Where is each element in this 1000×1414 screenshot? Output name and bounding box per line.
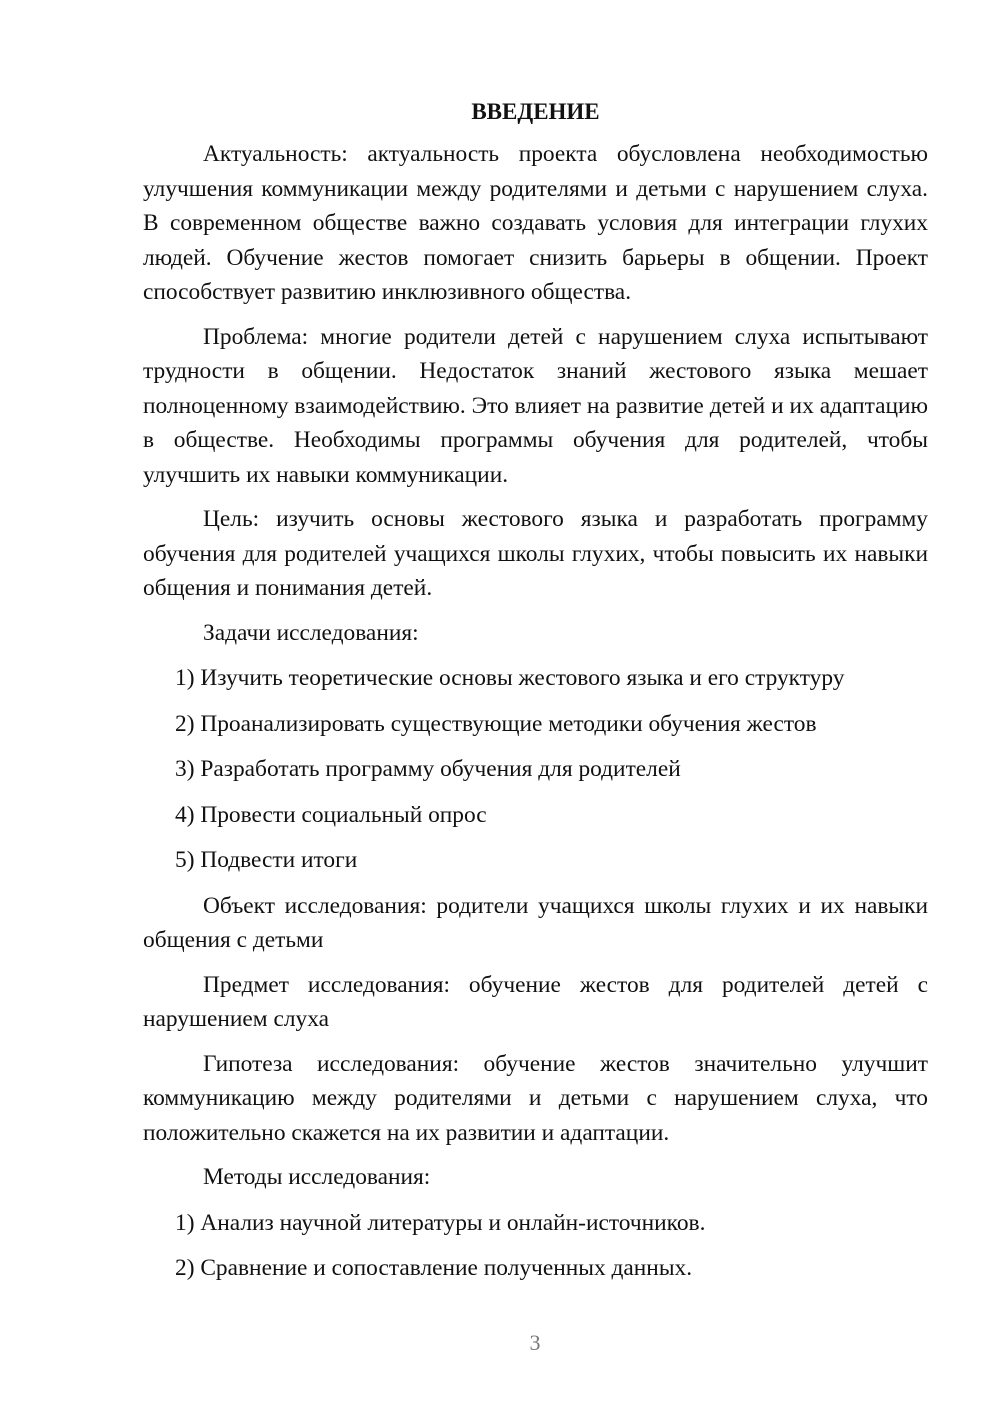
- goal-paragraph: Цель: изучить основы жестового языка и разработать программу обучения для родителей учащихся школы глухих, чтобы повысить их навыки общения и понимания детей.: [143, 506, 928, 601]
- document-page: [143, 95, 928, 1297]
- subject-paragraph: Предмет исследования: обучение жестов для родителей детей с нарушением слуха: [143, 971, 928, 1032]
- methods-heading: Методы исследования:: [203, 1164, 431, 1190]
- tasks-list: [143, 661, 928, 877]
- methods-list: [143, 1206, 928, 1286]
- list-item: 1) Изучить теоретические основы жестового языка и его структуру: [175, 665, 845, 691]
- list-item: 3) Разработать программу обучения для родителей: [175, 756, 681, 782]
- problem-paragraph: Проблема: многие родители детей с нарушением слуха испытывают трудности в общении. Недостаток знаний жестового языка мешает полноценному взаимодействию. Это влияет на развитие детей и их адаптацию в обществе. Необходимы программы обучения для родителей, чтобы улучшить их навыки коммуникации.: [143, 323, 928, 488]
- hypothesis-paragraph: Гипотеза исследования: обучение жестов значительно улучшит коммуникацию между родителями и детьми с нарушением слуха, что положительно скажется на их развитии и адаптации.: [143, 1050, 928, 1146]
- section-title: ВВЕДЕНИЕ: [471, 99, 600, 124]
- list-item: 4) Провести социальный опрос: [175, 801, 487, 828]
- list-item: 1) Анализ научной литературы и онлайн-источников.: [175, 1209, 706, 1236]
- page-number: 3: [529, 1330, 541, 1355]
- tasks-heading: Задачи исследования:: [203, 619, 419, 646]
- list-item: 5) Подвести итоги: [175, 847, 358, 873]
- list-item: 2) Сравнение и сопоставление полученных данных.: [175, 1255, 693, 1281]
- relevance-paragraph: Актуальность: актуальность проекта обусловлена необходимостью улучшения коммуникации между родителями и детьми с нарушением слуха. В современном обществе важно создавать условия для интеграции глухих людей. Обучение жестов помогает снизить барьеры в общении. Проект способствует развитию инклюзивного общества.: [143, 141, 928, 305]
- list-item: 2) Проанализировать существующие методики обучения жестов: [175, 710, 817, 737]
- object-paragraph: Объект исследования: родители учащихся школы глухих и их навыки общения с детьми: [143, 892, 928, 953]
